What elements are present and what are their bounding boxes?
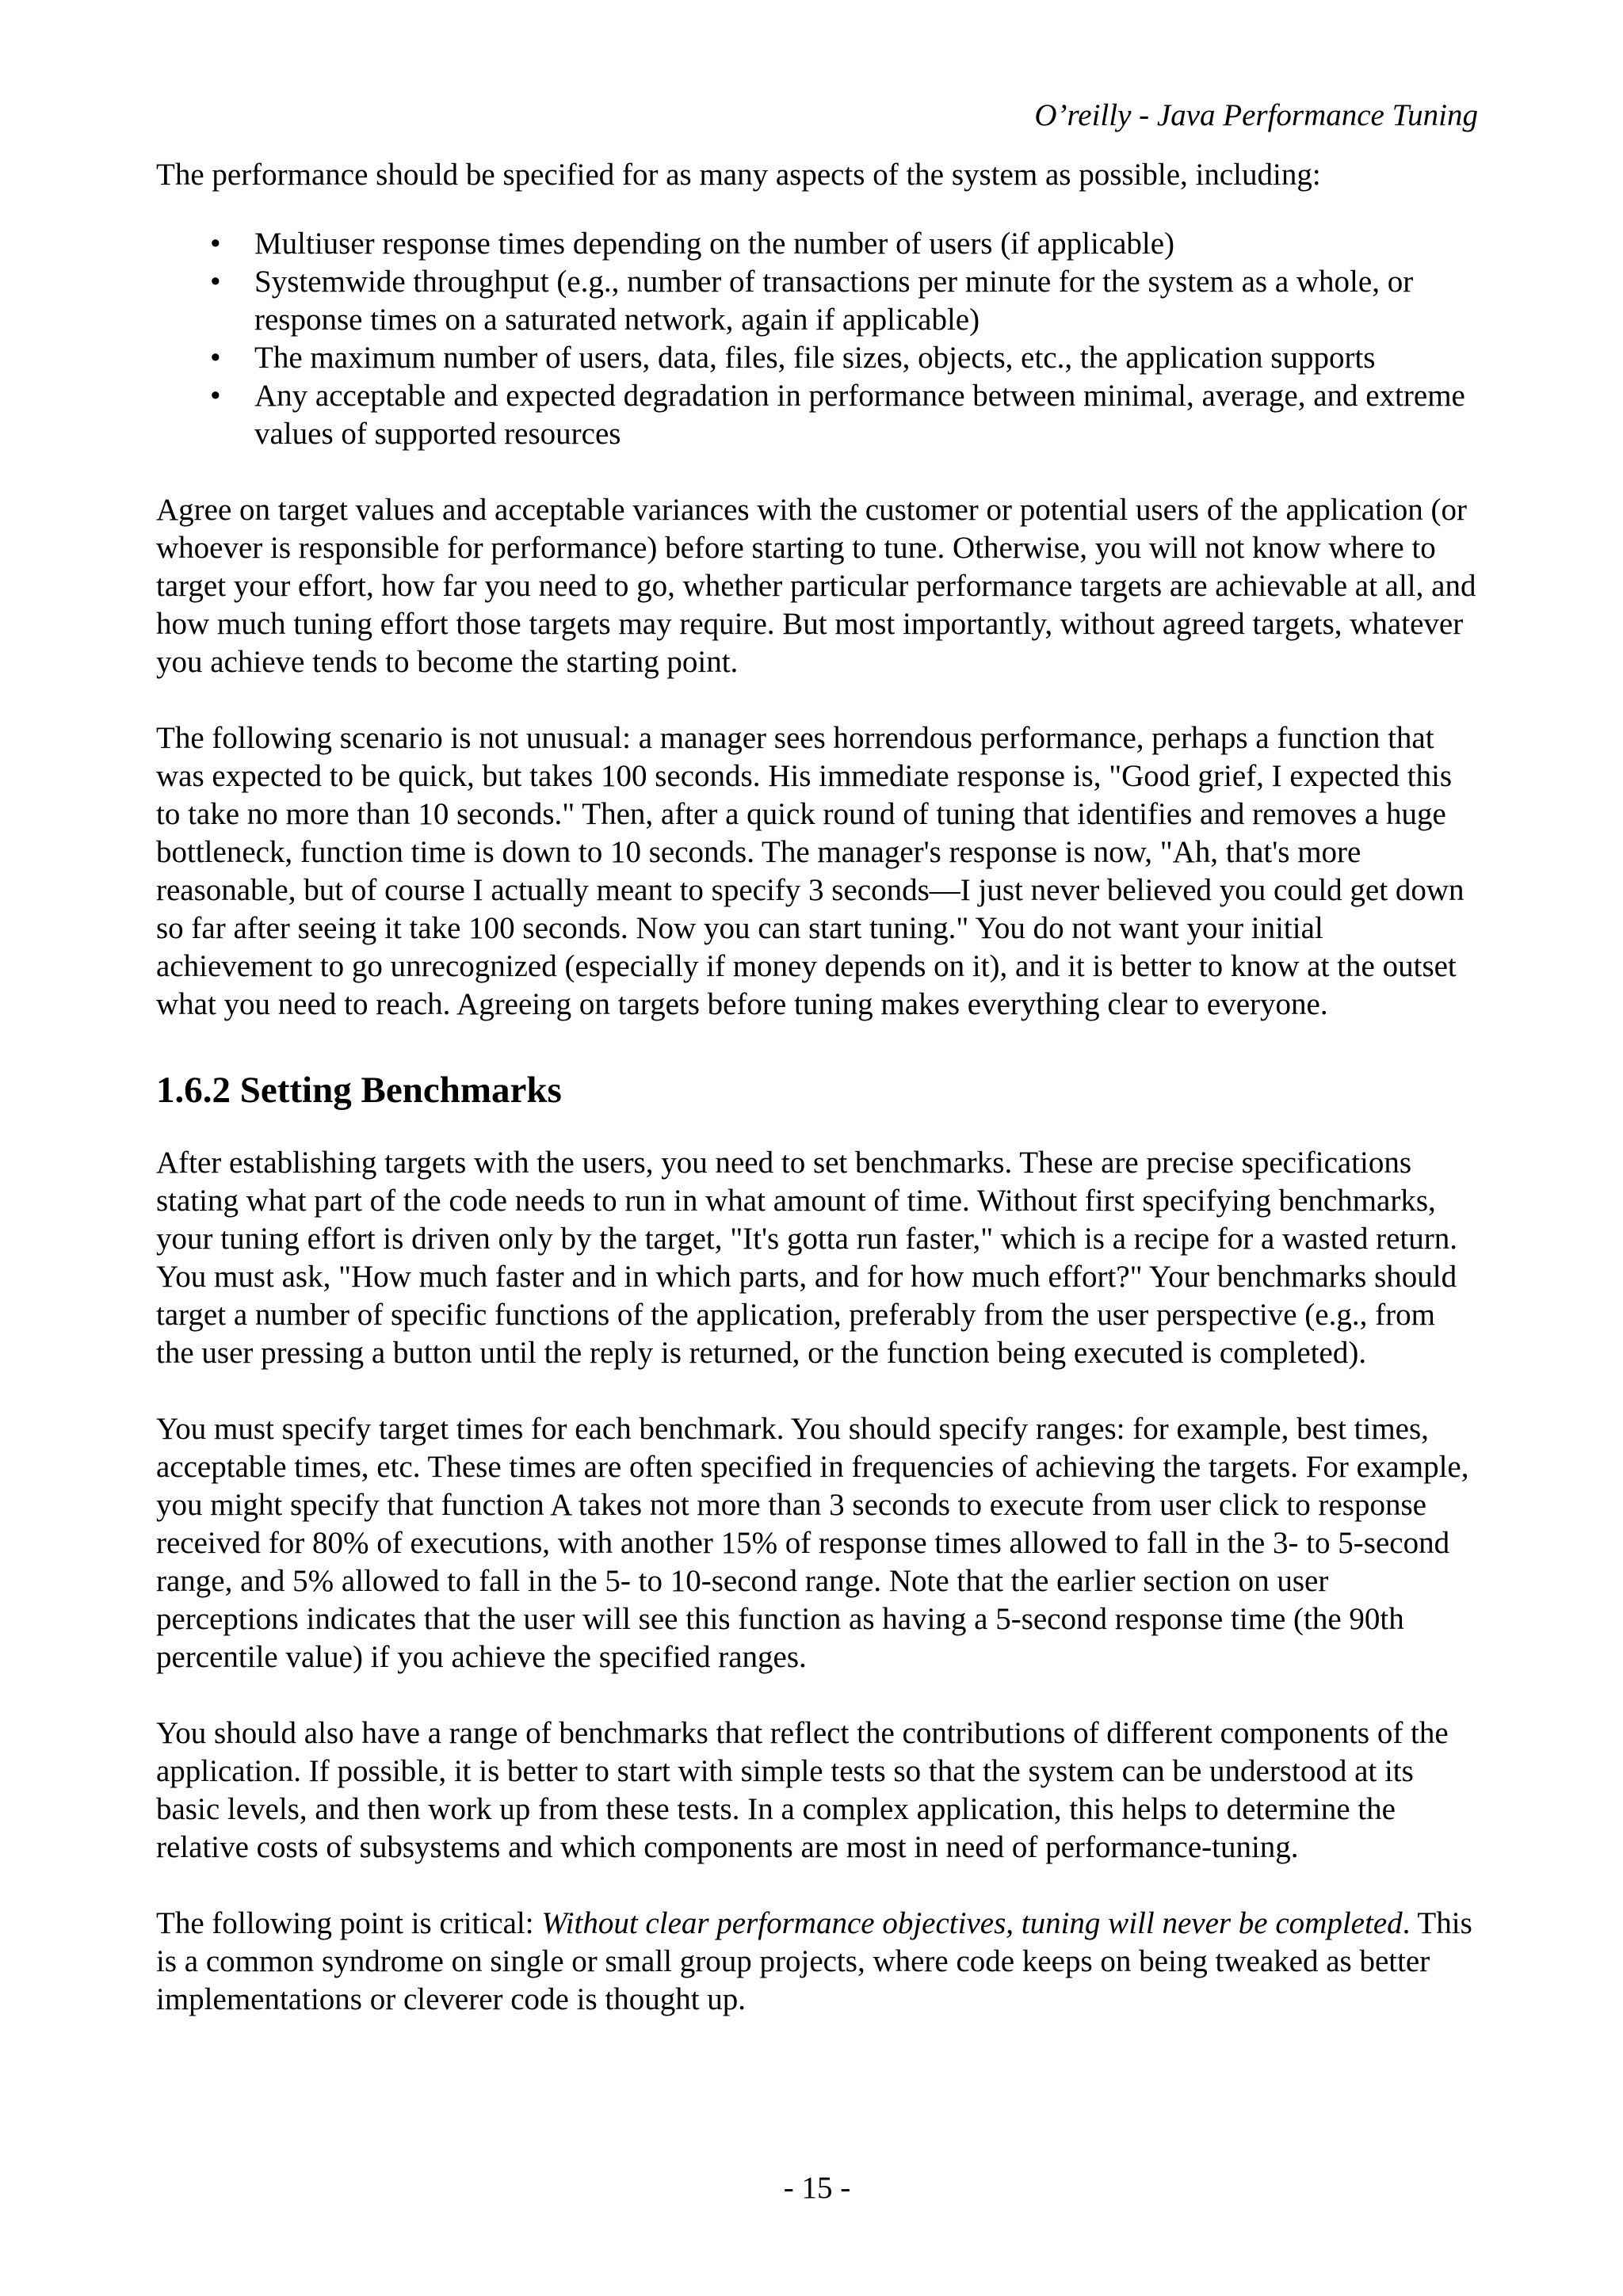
list-item bbox=[156, 263, 1478, 339]
section-heading: 1.6.2 Setting Benchmarks bbox=[156, 1070, 562, 1111]
critical-point-tail: . This is a common syndrome on single or small group projects, where code keeps on being tweaked as better implementations or cleverer code is thought up. bbox=[156, 1906, 1472, 2016]
list-item-text: Multiuser response times depending on the number of users (if applicable) bbox=[254, 227, 1175, 261]
bullet-icon: • bbox=[210, 341, 221, 375]
body-text bbox=[156, 156, 1478, 2019]
list-item bbox=[156, 377, 1478, 453]
list-item-text: Systemwide throughput (e.g., number of transactions per minute for the system as a whole, or response times on a saturated network, again if applicable) bbox=[254, 265, 1414, 337]
paragraph-set-benchmarks: After establishing targets with the users, you need to set benchmarks. These are precise specifications stating what part of the code needs to run in what amount of time. Without first specifying benchmarks, your tuning effort is driven only by the target, "It's gotta run faster," which is a recipe for a wasted return. You must ask, "How much faster and in which parts, and for how much effort?" Your benchmarks should target a number of specific functions of the application, preferably from the user perspective (e.g., from the user pressing a button until the reply is returned, or the function being executed is completed). bbox=[156, 1146, 1457, 1370]
paragraph-target-times: You must specify target times for each benchmark. You should specify ranges: for example, best times, acceptable times, etc. These times are often specified in frequencies of achieving the targets. For example, you might specify that function A takes not more than 3 seconds to execute from user click to response received for 80% of executions, with another 15% of response times allowed to fall in the 3- to 5-second range, and 5% allowed to fall in the 5- to 10-second range. Note that the earlier section on user perceptions indicates that the user will see this function as having a 5-second response time (the 90th percentile value) if you achieve the specified ranges. bbox=[156, 1412, 1469, 1674]
list-item-text: The maximum number of users, data, files, file sizes, objects, etc., the application supports bbox=[254, 341, 1376, 375]
paragraph-critical-point bbox=[156, 1905, 1478, 2019]
list-item-text: Any acceptable and expected degradation in performance between minimal, average, and extreme values of supported resources bbox=[254, 379, 1465, 451]
running-header: O’reilly - Java Performance Tuning bbox=[1034, 98, 1478, 132]
critical-point-lead: The following point is critical: bbox=[156, 1906, 542, 1940]
paragraph-agree-targets: Agree on target values and acceptable variances with the customer or potential users of the application (or whoever is responsible for performance) before starting to tune. Otherwise, you will not know where to target your effort, how far you need to go, whether particular performance targets are achievable at all, and how much tuning effort those targets may require. But most importantly, without agreed targets, whatever you achieve tends to become the starting point. bbox=[156, 493, 1476, 679]
intro-paragraph: The performance should be specified for as many aspects of the system as possible, including: bbox=[156, 158, 1321, 192]
list-item bbox=[156, 339, 1478, 377]
page-number: - 15 - bbox=[783, 2171, 851, 2205]
bullet-icon: • bbox=[210, 227, 221, 261]
paragraph-component-benchmarks: You should also have a range of benchmarks that reflect the contributions of different components of the application. If possible, it is better to start with simple tests so that the system can be understood at its basic levels, and then work up from these tests. In a complex application, this helps to determine the relative costs of subsystems and which components are most in need of performance-tuning. bbox=[156, 1716, 1449, 1864]
requirements-list bbox=[156, 225, 1478, 453]
bullet-icon: • bbox=[210, 379, 221, 413]
critical-point-emphasis: Without clear performance objectives, tuning will never be completed bbox=[541, 1906, 1403, 1940]
paragraph-scenario: The following scenario is not unusual: a manager sees horrendous performance, perhaps a function that was expected to be quick, but takes 100 seconds. His immediate response is, "Good grief, I expected this to take no more than 10 seconds." Then, after a quick round of tuning that identifies and removes a huge bottleneck, function time is down to 10 seconds. The manager's response is now, "Ah, that's more reasonable, but of course I actually meant to specify 3 seconds—I just never believed you could get down so far after seeing it take 100 seconds. Now you can start tuning." You do not want your initial achievement to go unrecognized (especially if money depends on it), and it is better to know at the outset what you need to reach. Agreeing on targets before tuning makes everything clear to everyone. bbox=[156, 721, 1465, 1021]
bullet-icon: • bbox=[210, 265, 221, 299]
list-item bbox=[156, 225, 1478, 263]
